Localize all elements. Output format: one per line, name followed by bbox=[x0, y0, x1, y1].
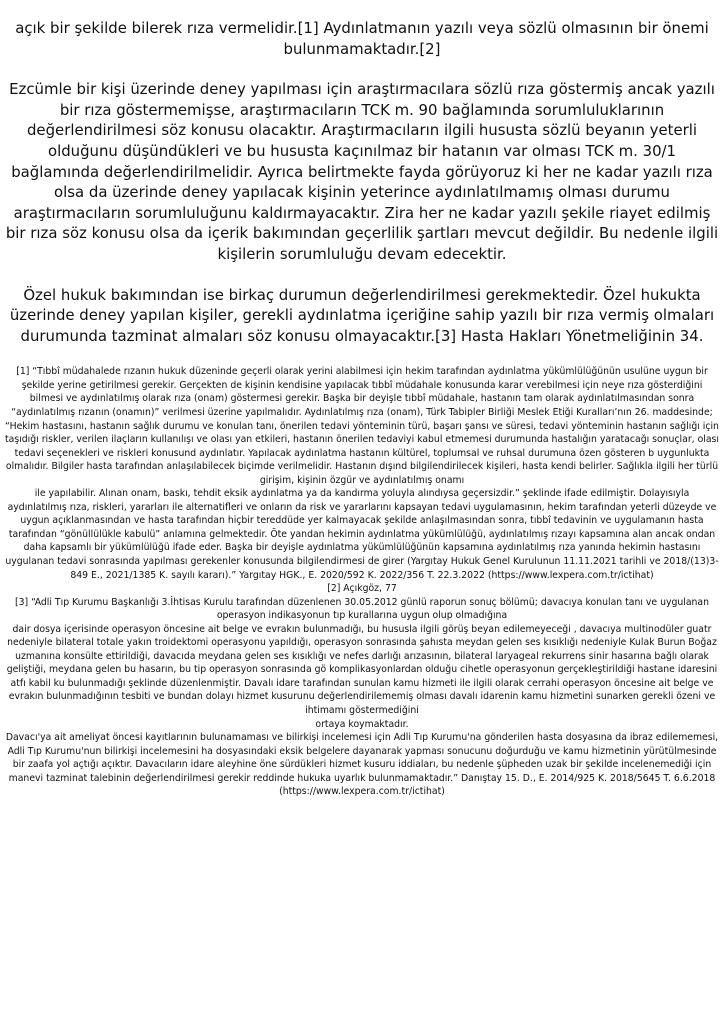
footnote-1-part-1: [1] “Tıbbî müdahalede rızanın hukuk düzeninde geçerli olarak yerini alabilmesi için hekim tarafından aydınlatma yükümlülüğünün usulüne uygun bir şekilde yerine getirilmesi gerekir. Gerçekten de kişinin kendisine yapılacak tıbbî müdahale konusunda karar verebilmesi için neye rıza gösterdiğini bilmesi ve aydınlatılmış olarak rıza (onam) göstermesi gerekir. Başka bir deyişle tıbbî müdahale, hastanın tam olarak aydınlatılmasından sonra “aydınlatılmış rızanın (onamın)” verilmesi üzerine yapılmalıdır. Aydınlatılmış rıza (onam), Türk Tabipler Birliği Meslek Etiği Kuralları’nın 26. maddesinde; “Hekim hastasını, hastanın sağlık durumu ve konulan tanı, önerilen tedavi yönteminin türü, başarı şansı ve süresi, tedavi yönteminin hastanın sağlığı için taşıdığı riskler, verilen ilaçların kullanılışı ve olası yan etkileri, hastanın önerilen tedaviyi kabul etmemesi durumunda hastalığın yaratacağı sonuçlar, olası tedavi seçenekleri ve riskleri konusund aydınlatır. Yapılacak aydınlatma hastanın kültürel, toplumsal ve ruhsal durumuna özen gösteren b uygunlukta olmalıdır. Bilgiler hasta tarafından anlaşılabilecek biçimde verilmelidir. Hastanın dışınd bilgilendirilecek kişileri, hasta kendi belirler. Sağlıkla ilgili her türlü girişim, kişinin özgür ve aydınlatılmış onamı bbox=[5, 366, 719, 486]
footnote-2: [2] Açıkgöz, 77 bbox=[327, 583, 397, 595]
paragraph-consent-ending: açık bir şekilde bilerek rıza vermelidir.[1] Aydınlatmanın yazılı veya sözlü olmasının bir önemi bulunmamaktadır.[2] bbox=[15, 19, 709, 58]
footnote-1-part-2: ile yapılabilir. Alınan onam, baskı, tehdit eksik aydınlatma ya da kandırma yoluyla alındıysa geçersizdir.” şeklinde ifade edilmiştir. Dolayısıyla aydınlatılmış rıza, riskleri, yararları ile alternatifleri ve onların da risk ve yararlarını kapsayan tedavi uygulamasının, hekim tarafından yeterli düzeyde ve uygun açıklanmasından ve hasta tarafından hiçbir tereddüde yer kalmayacak şekilde anlaşılmasından sonra, tıbbî tedavinin ve uygulamanın hasta tarafından “gönüllülükle kabulü” anlamına gelmektedir. Öte yandan hekimin aydınlatma yükümlülüğü, aydınlatılmış rızayı kapsamına alan ancak ondan daha kapsamlı bir yükümlülüğü ifade eder. Başka bir deyişle aydınlatma yükümlülüğünün kapsamına aydınlatılmış rıza yanında hekimin hastasını uygulanan tedavi sonrasında yapılması gerekenler konusunda bilgilendirmesi de girer (Yargıtay Hukuk Genel Kurulunun 11.11.2021 tarihli ve 2018/(13)3-849 E., 2021/1385 K. sayılı kararı).” Yargıtay HGK., E. 2020/592 K. 2022/356 T. 22.3.2022 (https://www.lexpera.com.tr/ictihat) bbox=[5, 488, 719, 581]
main-text bbox=[4, 18, 720, 346]
paragraph-private-law: Özel hukuk bakımından ise birkaç durumun değerlendirilmesi gerekmektedir. Özel hukukta üzerinde deney yapılan kişiler, gerekli aydınlatma içeriğine sahip yazılı bir rıza vermiş olmaları durumunda tazminat almaları söz konusu olmayacaktır.[3] Hasta Hakları Yönetmeliğinin 34. bbox=[9, 285, 715, 345]
footnote-3-part-4: Davacı'ya ait ameliyat öncesi kayıtlarının bulunamaması ve bilirkişi incelemesi için Adli Tıp Kurumu'na gönderilen hasta dosyasına da ibraz edilememesi, Adli Tıp Kurumu'nun bilirkişi incelemesini ha dosyasındaki eksik belgelere dayanarak yapması sonucunu doğurduğu ve kamu hizmetinin yürütülmesinde bbox=[5, 732, 719, 757]
footnotes bbox=[4, 365, 720, 799]
paragraph-researcher-liability: Ezcümle bir kişi üzerinde deney yapılması için araştırmacılara sözlü rıza göstermiş ancak yazılı bir rıza göstermemişse, araştırmacıların TCK m. 90 bağlamında sorumluluklarının değerlendirilmesi söz konusu olacaktır. Araştırmacıların ilgili hususta sözlü beyanın yeterli olduğunu düşündükleri ve bu hususta kaçınılmaz bir hatanın var olması TCK m. 30/1 bağlamında değerlendirilmelidir. Ayrıca belirtmekte fayda görüyoruz ki her ne kadar yazılı rıza olsa da üzerinde deney yapılacak kişinin yeterince aydınlatılmamış olması durumu araştırmacıların sorumluluğunu kaldırmayacaktır. Zira her ne kadar yazılı şekile riayet edilmiş bir rıza söz konusu olsa da içerik bakımından geçerlilik şartları mevcut değildir. Bu nedenle ilgili kişilerin sorumluluğu devam edecektir. bbox=[5, 80, 719, 263]
footnote-3-part-2: dair dosya içerisinde operasyon öncesine ait belge ve evrakın bulunmadığı, bu hususla ilgili görüş beyan edilemeyeceği , davacıya multinodüler guatr nedeniyle bilateral totale yakın troidektomi operasyonu yapıldığı, operasyon sonrasında şahısta meydan gelen ses kısıklığı nedeniyle Kulak Burun Boğaz uzmanına konsülte ettirildiği, davacıda meydana gelen ses kısıklığı ve nefes darlığı arızasının, bilateral laryageal rekurrens sinir hasarına bağlı olarak geliştiği, meydana gelen bu hasarın, bu tip operasyon sonrasında gö komplikasyonlardan olduğu cihetle operasyonun gerçekleştirildiği hastane idaresini atfı kabil ku bulunmadığı şeklinde düzenlenmiştir. Davalı idare tarafından sunulan kamu hizmeti ile ilgili olarak cerrahi operasyon öncesine ait belge ve evrakın bulunmadığının tesbiti ve bundan dolayı hizmet kusurunu değerlendirilememiş olması davalı idarenin kamu hizmetini sunarken gerekli özeni ve ihtimamı göstermediğini bbox=[6, 623, 718, 716]
footnote-3-part-5: bir zaafa yol açtığı açıktır. Davacıların idare aleyhine öne sürdükleri hizmet kusuru iddiaları, bu nedenle şüpheden uzak bir şekilde incelenemediği için manevi tazminat talebinin değerlendirilmesi gerekir reddinde hukuka uyarlık bulunmamaktadır.” Danıştay 15. D., E. 2014/925 K. 2018/5645 T. 6.6.2018 (https://www.lexpera.com.tr/ictihat) bbox=[8, 759, 716, 798]
footnote-3-part-1: [3] “Adli Tıp Kurumu Başkanlığı 3.İhtisas Kurulu tarafından düzenlenen 30.05.2012 günlü raporun sonuç bölümü; davacıya konulan tanı ve uygulanan operasyon indikasyonun tıp kurallarına uygun olup olmadığına bbox=[14, 596, 710, 622]
footnote-3-part-3: ortaya koymaktadır. bbox=[315, 718, 409, 730]
